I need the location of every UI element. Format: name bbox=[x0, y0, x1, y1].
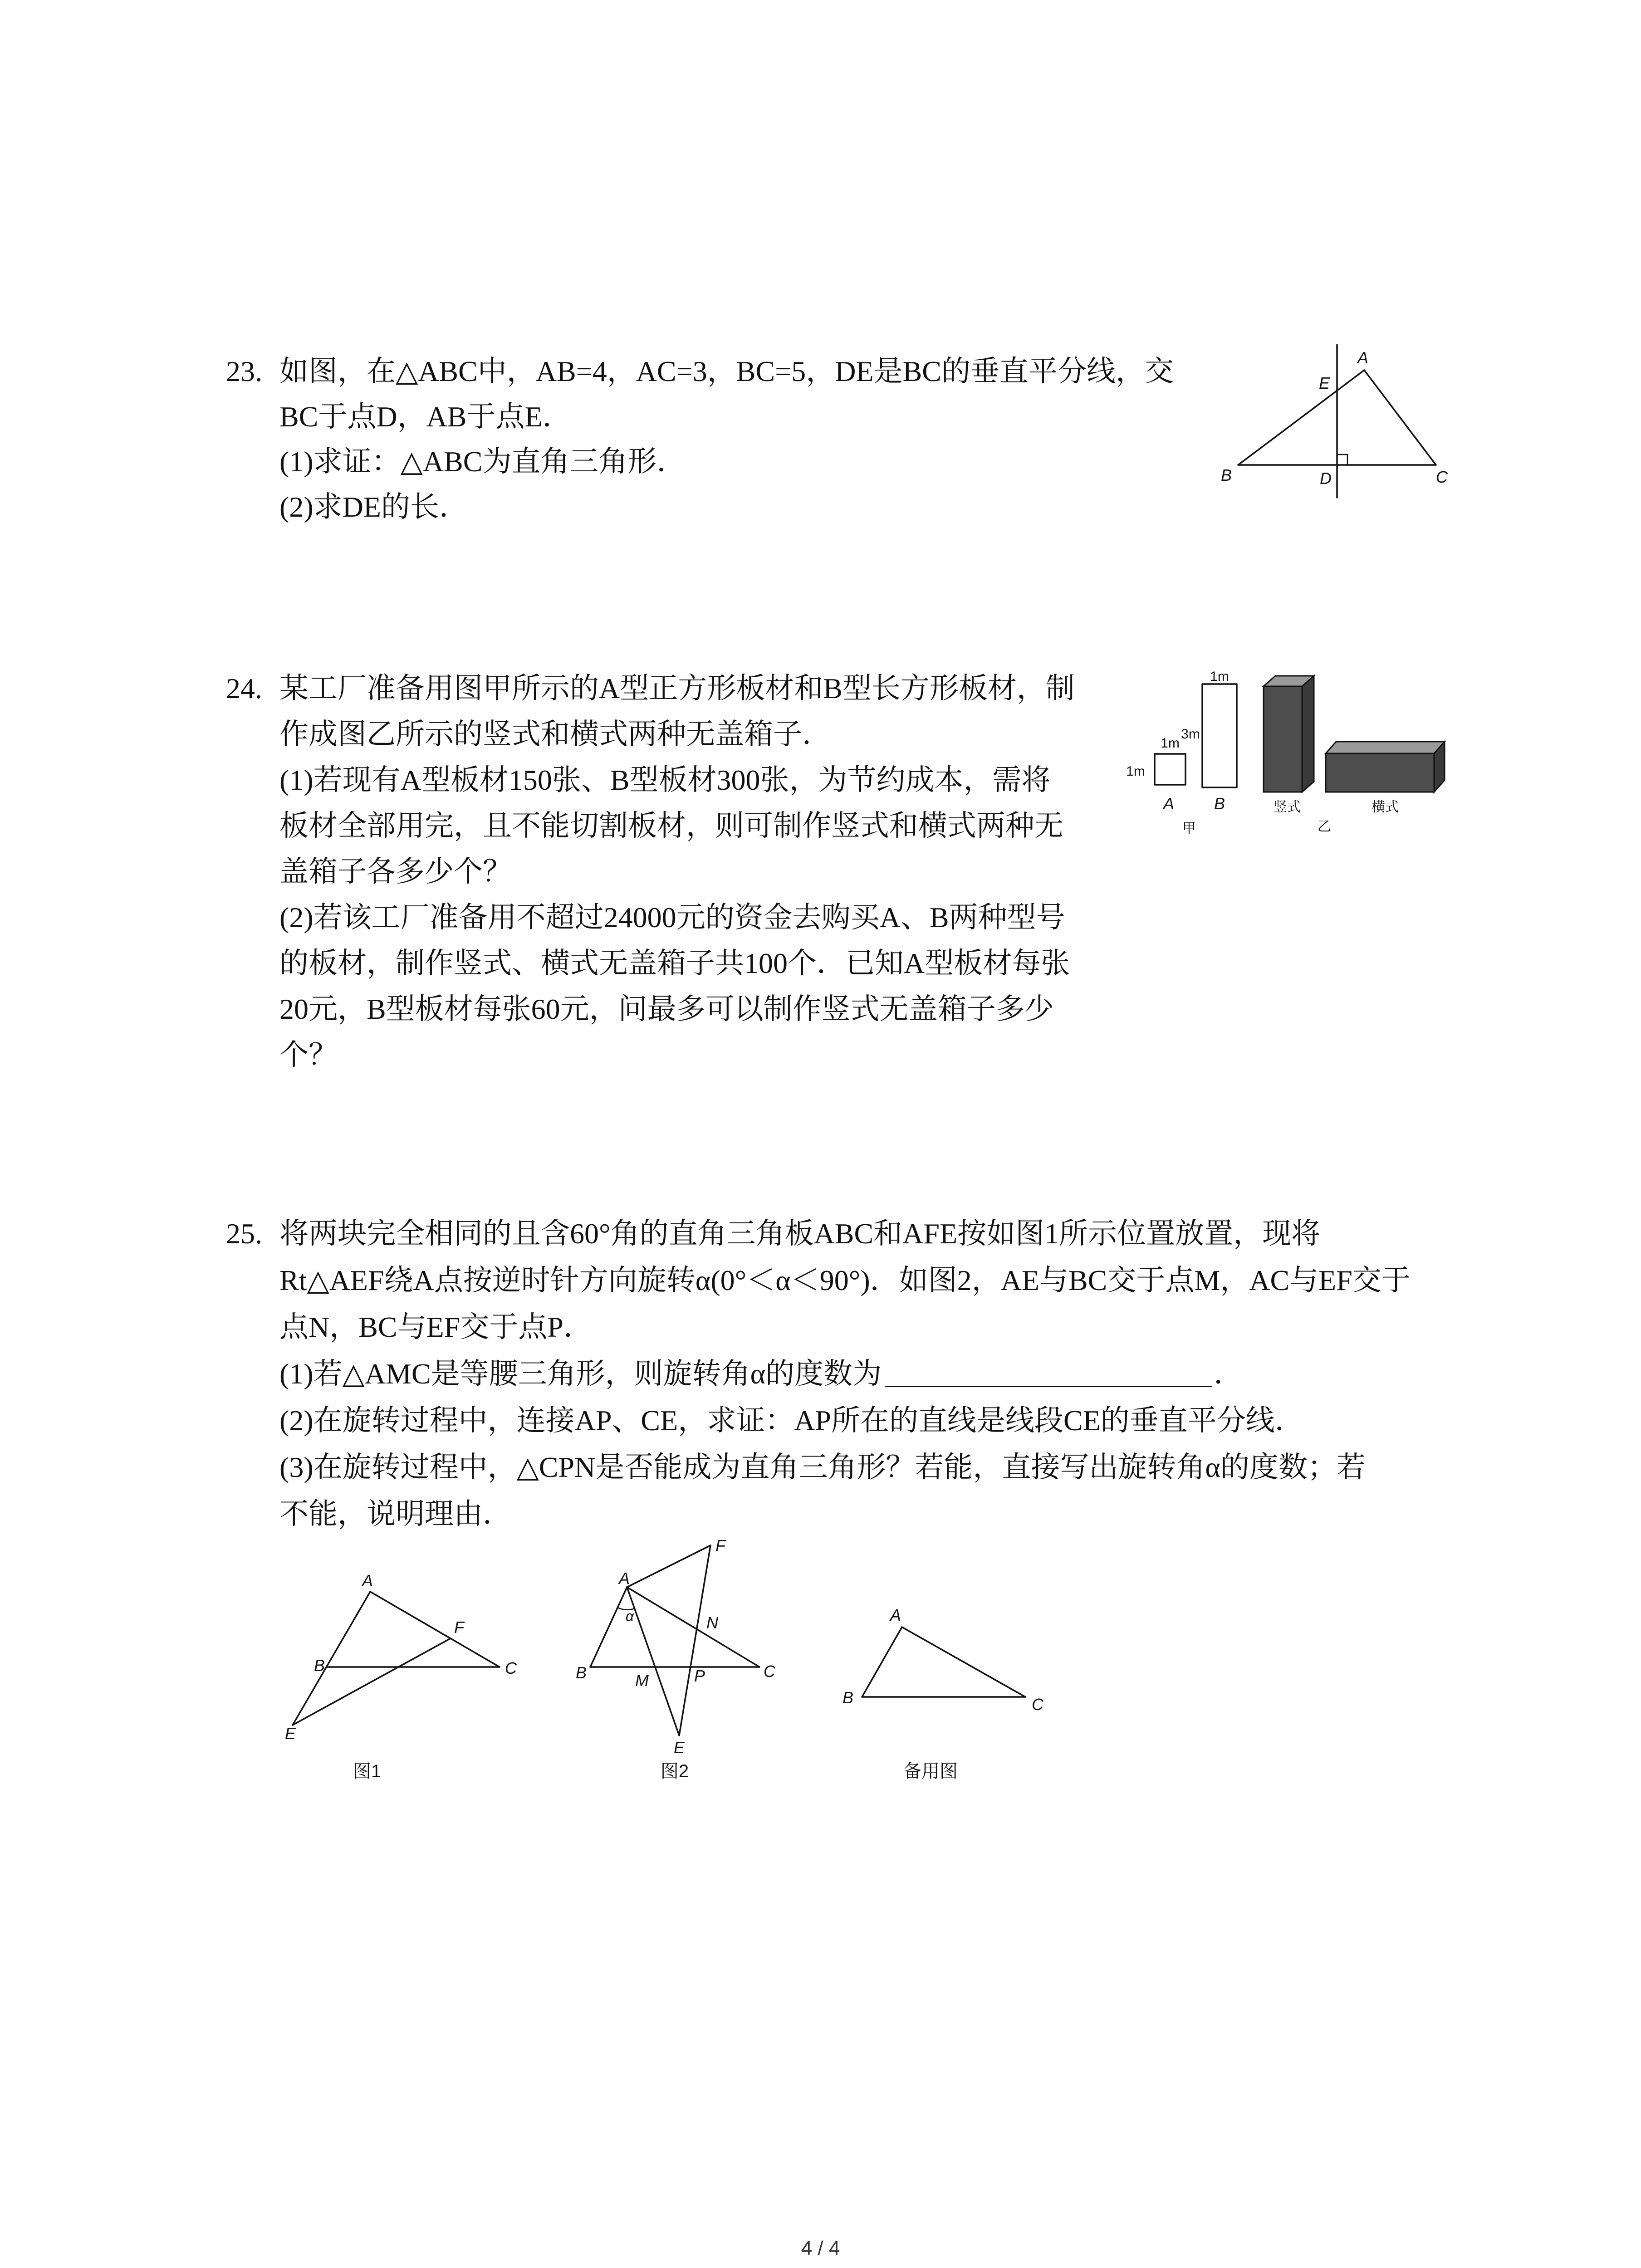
segment-af bbox=[627, 1545, 710, 1587]
point-label-b: B bbox=[314, 1656, 325, 1675]
question-line: 作成图乙所示的竖式和横式两种无盖箱子． bbox=[279, 718, 831, 750]
point-label-n: N bbox=[706, 1613, 718, 1632]
point-label-f: F bbox=[715, 1536, 725, 1555]
part-1-end: ． bbox=[1214, 1358, 1243, 1390]
question-line: 某工厂准备用图甲所示的A型正方形板材和B型长方形板材，制 bbox=[279, 672, 1075, 704]
point-label-m: M bbox=[635, 1671, 649, 1690]
question-line: 的板材，制作竖式、横式无盖箱子共100个．已知A型板材每张 bbox=[279, 947, 1070, 979]
point-label-a: A bbox=[618, 1569, 630, 1588]
segment-ac bbox=[902, 1627, 1025, 1697]
segment-fe bbox=[679, 1545, 710, 1735]
question-number: 23. bbox=[226, 355, 262, 387]
question-text bbox=[279, 349, 1174, 529]
horizontal-box-opening bbox=[1326, 742, 1445, 753]
question-part-2: (2)求DE的长． bbox=[279, 490, 468, 523]
figure-caption: 图1 bbox=[353, 1761, 382, 1781]
segment-ef bbox=[293, 1638, 451, 1725]
point-label-b: B bbox=[842, 1688, 854, 1707]
point-label-e: E bbox=[673, 1738, 685, 1757]
segment-ae bbox=[627, 1587, 679, 1735]
point-label-a: A bbox=[1357, 348, 1369, 367]
figure-25-triangles bbox=[272, 1529, 1071, 1792]
question-number: 25. bbox=[226, 1217, 262, 1250]
question-part-1: (1)若现有A型板材150张、B型板材300张，为节约成本，需将 bbox=[279, 764, 1051, 796]
question-part-1 bbox=[279, 1350, 1411, 1397]
question-line: 20元，B型板材每张60元，问最多可以制作竖式无盖箱子多少 bbox=[279, 993, 1054, 1025]
point-label-c: C bbox=[764, 1662, 775, 1681]
right-angle-mark bbox=[1337, 455, 1347, 465]
point-label-c: C bbox=[1032, 1695, 1043, 1714]
label-b-side-length: 3m bbox=[1181, 727, 1200, 742]
point-label-c: C bbox=[505, 1659, 517, 1677]
vertical-box-front bbox=[1264, 686, 1302, 792]
question-line: 板材全部用完，且不能切割板材，则可制作竖式和横式两种无 bbox=[279, 810, 1063, 842]
point-label-a: A bbox=[890, 1606, 901, 1624]
segment-ab bbox=[590, 1587, 627, 1667]
label-board-a: A bbox=[1163, 794, 1175, 813]
figure-2 bbox=[576, 1536, 776, 1781]
question-part-2: (2)在旋转过程中，连接AP、CE，求证：AP所在的直线是线段CE的垂直平分线． bbox=[279, 1404, 1304, 1437]
point-label-b: B bbox=[575, 1663, 587, 1682]
label-b-top-length: 1m bbox=[1210, 669, 1229, 684]
horizontal-box bbox=[1326, 742, 1445, 792]
segment-ae bbox=[293, 1592, 370, 1725]
board-b-rectangle bbox=[1202, 684, 1237, 787]
label-board-b: B bbox=[1214, 794, 1225, 813]
answer-blank bbox=[885, 1368, 1212, 1387]
point-label-p: P bbox=[694, 1667, 705, 1685]
question-line: 不能，说明理由． bbox=[279, 1498, 512, 1530]
caption-yi: 乙 bbox=[1318, 819, 1331, 834]
question-text bbox=[279, 1210, 1411, 1537]
segment-ac bbox=[370, 1592, 500, 1667]
figure-spare bbox=[843, 1606, 1044, 1781]
question-line: 盖箱子各多少个？ bbox=[279, 855, 512, 888]
label-vertical-box: 竖式 bbox=[1274, 800, 1301, 815]
vertical-box-side bbox=[1302, 676, 1314, 792]
question-line: Rt△AEF绕A点按逆时针方向旋转α(0°＜α＜90°)．如图2，AE与BC交于点M，AC与EF交于 bbox=[279, 1264, 1411, 1296]
segment-ac bbox=[627, 1587, 759, 1667]
point-label-a: A bbox=[362, 1571, 373, 1590]
figure-caption: 图2 bbox=[660, 1761, 689, 1781]
question-line: 点N，BC与EF交于点P． bbox=[279, 1311, 593, 1343]
point-label-b: B bbox=[1220, 466, 1232, 484]
caption-jia: 甲 bbox=[1182, 821, 1196, 836]
figure-caption: 备用图 bbox=[903, 1761, 958, 1781]
question-part-3: (3)在旋转过程中，△CPN是否能成为直角三角形？若能，直接写出旋转角α的度数；若 bbox=[279, 1451, 1366, 1483]
question-part-2: (2)若该工厂准备用不超过24000元的资金去购买A、B两种型号 bbox=[279, 901, 1065, 934]
point-label-e: E bbox=[284, 1724, 296, 1743]
question-line: 将两块完全相同的且含60°角的直角三角板ABC和AFE按如图1所示位置放置，现将 bbox=[279, 1217, 1321, 1250]
board-a-square bbox=[1155, 754, 1185, 785]
question-line: 个？ bbox=[279, 1039, 338, 1071]
point-label-c: C bbox=[1436, 468, 1448, 486]
figure-23-triangle bbox=[1202, 336, 1474, 508]
figure-1 bbox=[285, 1571, 517, 1781]
point-label-d: D bbox=[1320, 469, 1332, 488]
segment-ab bbox=[862, 1627, 902, 1697]
vertical-box bbox=[1264, 676, 1314, 792]
angle-label-alpha: α bbox=[625, 1608, 634, 1624]
question-line: 如图，在△ABC中，AB=4，AC=3，BC=5，DE是BC的垂直平分线，交 bbox=[279, 355, 1174, 387]
point-label-f: F bbox=[454, 1618, 464, 1637]
question-text bbox=[279, 665, 1075, 1078]
segment-ab bbox=[1238, 370, 1364, 465]
question-line: BC于点D，AB于点E． bbox=[279, 400, 572, 433]
question-number: 24. bbox=[226, 672, 262, 704]
label-a-top-length: 1m bbox=[1161, 736, 1180, 751]
question-part-1: (1)求证：△ABC为直角三角形． bbox=[279, 445, 686, 478]
figure-24-boards-and-boxes bbox=[1112, 658, 1461, 839]
segment-ac bbox=[1364, 370, 1436, 465]
part-1-text: (1)若△AMC是等腰三角形，则旋转角α的度数为 bbox=[279, 1358, 882, 1390]
label-horizontal-box: 横式 bbox=[1372, 800, 1399, 815]
label-a-side-length: 1m bbox=[1126, 764, 1145, 779]
point-label-e: E bbox=[1318, 374, 1330, 392]
horizontal-box-front bbox=[1326, 753, 1434, 792]
page-number: 4 / 4 bbox=[801, 2237, 840, 2259]
